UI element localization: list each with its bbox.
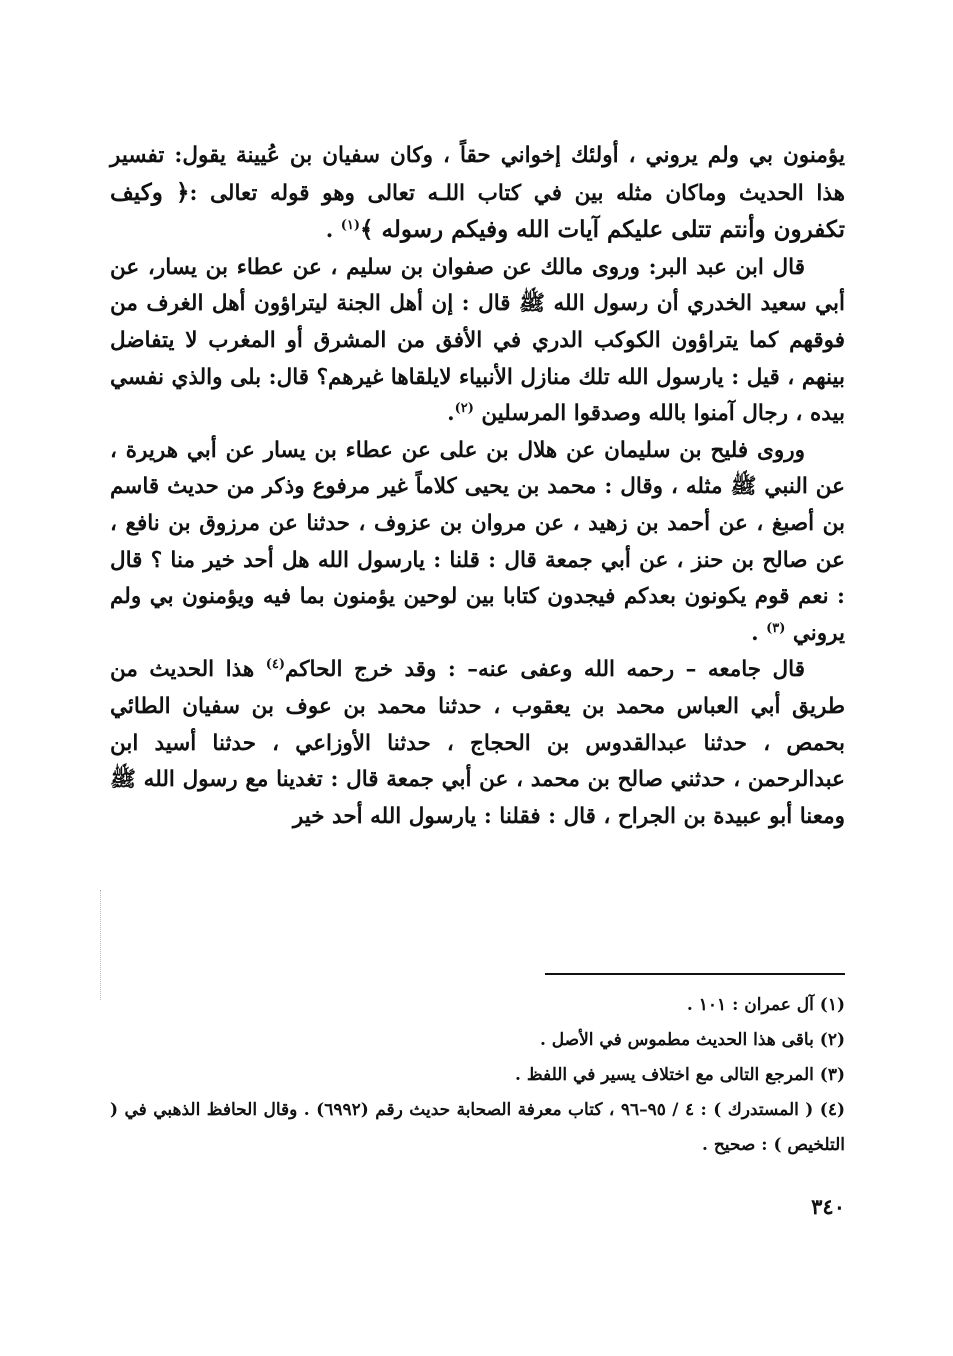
footnote-2: (٢) باقى هذا الحديث مطموس في الأصل . xyxy=(539,1030,845,1050)
footnote-1: (١) آل عمران : ١٠١ . xyxy=(686,995,845,1015)
footnote-separator xyxy=(545,973,845,975)
paragraph-4 xyxy=(110,652,845,835)
text-run: . xyxy=(325,218,341,244)
paragraph-1 xyxy=(110,138,845,250)
main-text-block xyxy=(110,138,845,835)
footnotes xyxy=(110,988,845,1163)
footnote-3: (٣) المرجع التالى مع اختلاف يسير في اللفظ . xyxy=(515,1065,845,1085)
text-run: . xyxy=(751,620,767,646)
footnote-4: (٤) ( المستدرك ) : ٤ / ٩٥–٩٦ ، كتاب معرفة الصحابة حديث رقم (٦٩٩٢) . وقال الحافظ الذهبي في ( التلخيص ) : صحيح . xyxy=(110,1100,846,1155)
text-run: . xyxy=(447,401,455,427)
footnote-ref: (٢) xyxy=(454,401,474,416)
text-run: قال جامعه – رحمه الله وعفى عنه– : وقد خرج الحاكم xyxy=(284,657,805,683)
footnote-ref: (٤) xyxy=(265,657,285,673)
text-run: قال ابن عبد البر: وروى مالك عن صفوان بن سليم ، عن عطاء بن يسار، عن أبي سعيد الخدري أن رسول الله ﷺ قال : إن أهل الجنة ليتراؤون أهل الغرف من فوقهم كما يتراؤون الكوكب الدري في الأفق من المشرق أو المغرب لا يتفاضل بينهم ، قيل : يارسول الله تلك منازل الأنبياء لايلقاها غيرهم؟ قال: بلى والذي نفسي بيده ، رجال آمنوا بالله وصدقوا المرسلين xyxy=(110,254,845,427)
footnote-ref: (١) xyxy=(340,218,361,234)
paragraph-3 xyxy=(110,433,845,653)
text-run: يؤمنون بي ولم يروني ، أولئك إخواني حقاً ، وكان سفيان بن عُيينة يقول: تفسير هذا الحديث وماكان مثله بين في كتاب اللـه تعالى وهو قوله تعالى : xyxy=(110,143,845,206)
text-run: هذا الحديث من طريق أبي العباس محمد بن يعقوب ، حدثنا محمد بن عوف بن سفيان الطائي بحمص ، حدثنا عبدالقدوس بن الحجاج ، حدثنا الأوزاعي ، حدثنا أسيد ابن عبدالرحمن ، حدثني صالح بن محمد ، عن أبي جمعة قال : تغدينا مع رسول الله ﷺ ومعنا أبو عبيدة بن الجراح ، قال : فقلنا : يارسول الله أحد خير xyxy=(110,657,845,829)
text-run: وروى فليح بن سليمان عن هلال بن على عن عطاء بن يسار عن أبي هريرة ، عن النبي ﷺ مثله ، وقال : محمد بن يحيى كلاماً غير مرفوع وذكر من حديث قاسم بن أصبغ ، عن أحمد بن زهيد ، عن مروان بن عزوف ، حدثنا عن مرزوق بن نافع ، عن صالح بن حنز ، عن أبي جمعة قال : قلنا : يارسول الله هل أحد خير منا ؟ قال : نعم قوم يكونون بعدكم فيجدون كتابا بين لوحين يؤمنون بما فيه ويؤمنون بي ولم يروني xyxy=(110,437,845,646)
page-number: ٣٤٠ xyxy=(811,1194,845,1219)
paragraph-2 xyxy=(110,250,845,433)
margin-dots xyxy=(100,890,101,1000)
body-text xyxy=(110,138,845,835)
quran-quote: ﴿ وكيف تكفرون وأنتم تتلى عليكم آيات الله وفيكم رسوله ﴾ xyxy=(110,178,845,244)
footnote-ref: (٣) xyxy=(766,620,786,636)
